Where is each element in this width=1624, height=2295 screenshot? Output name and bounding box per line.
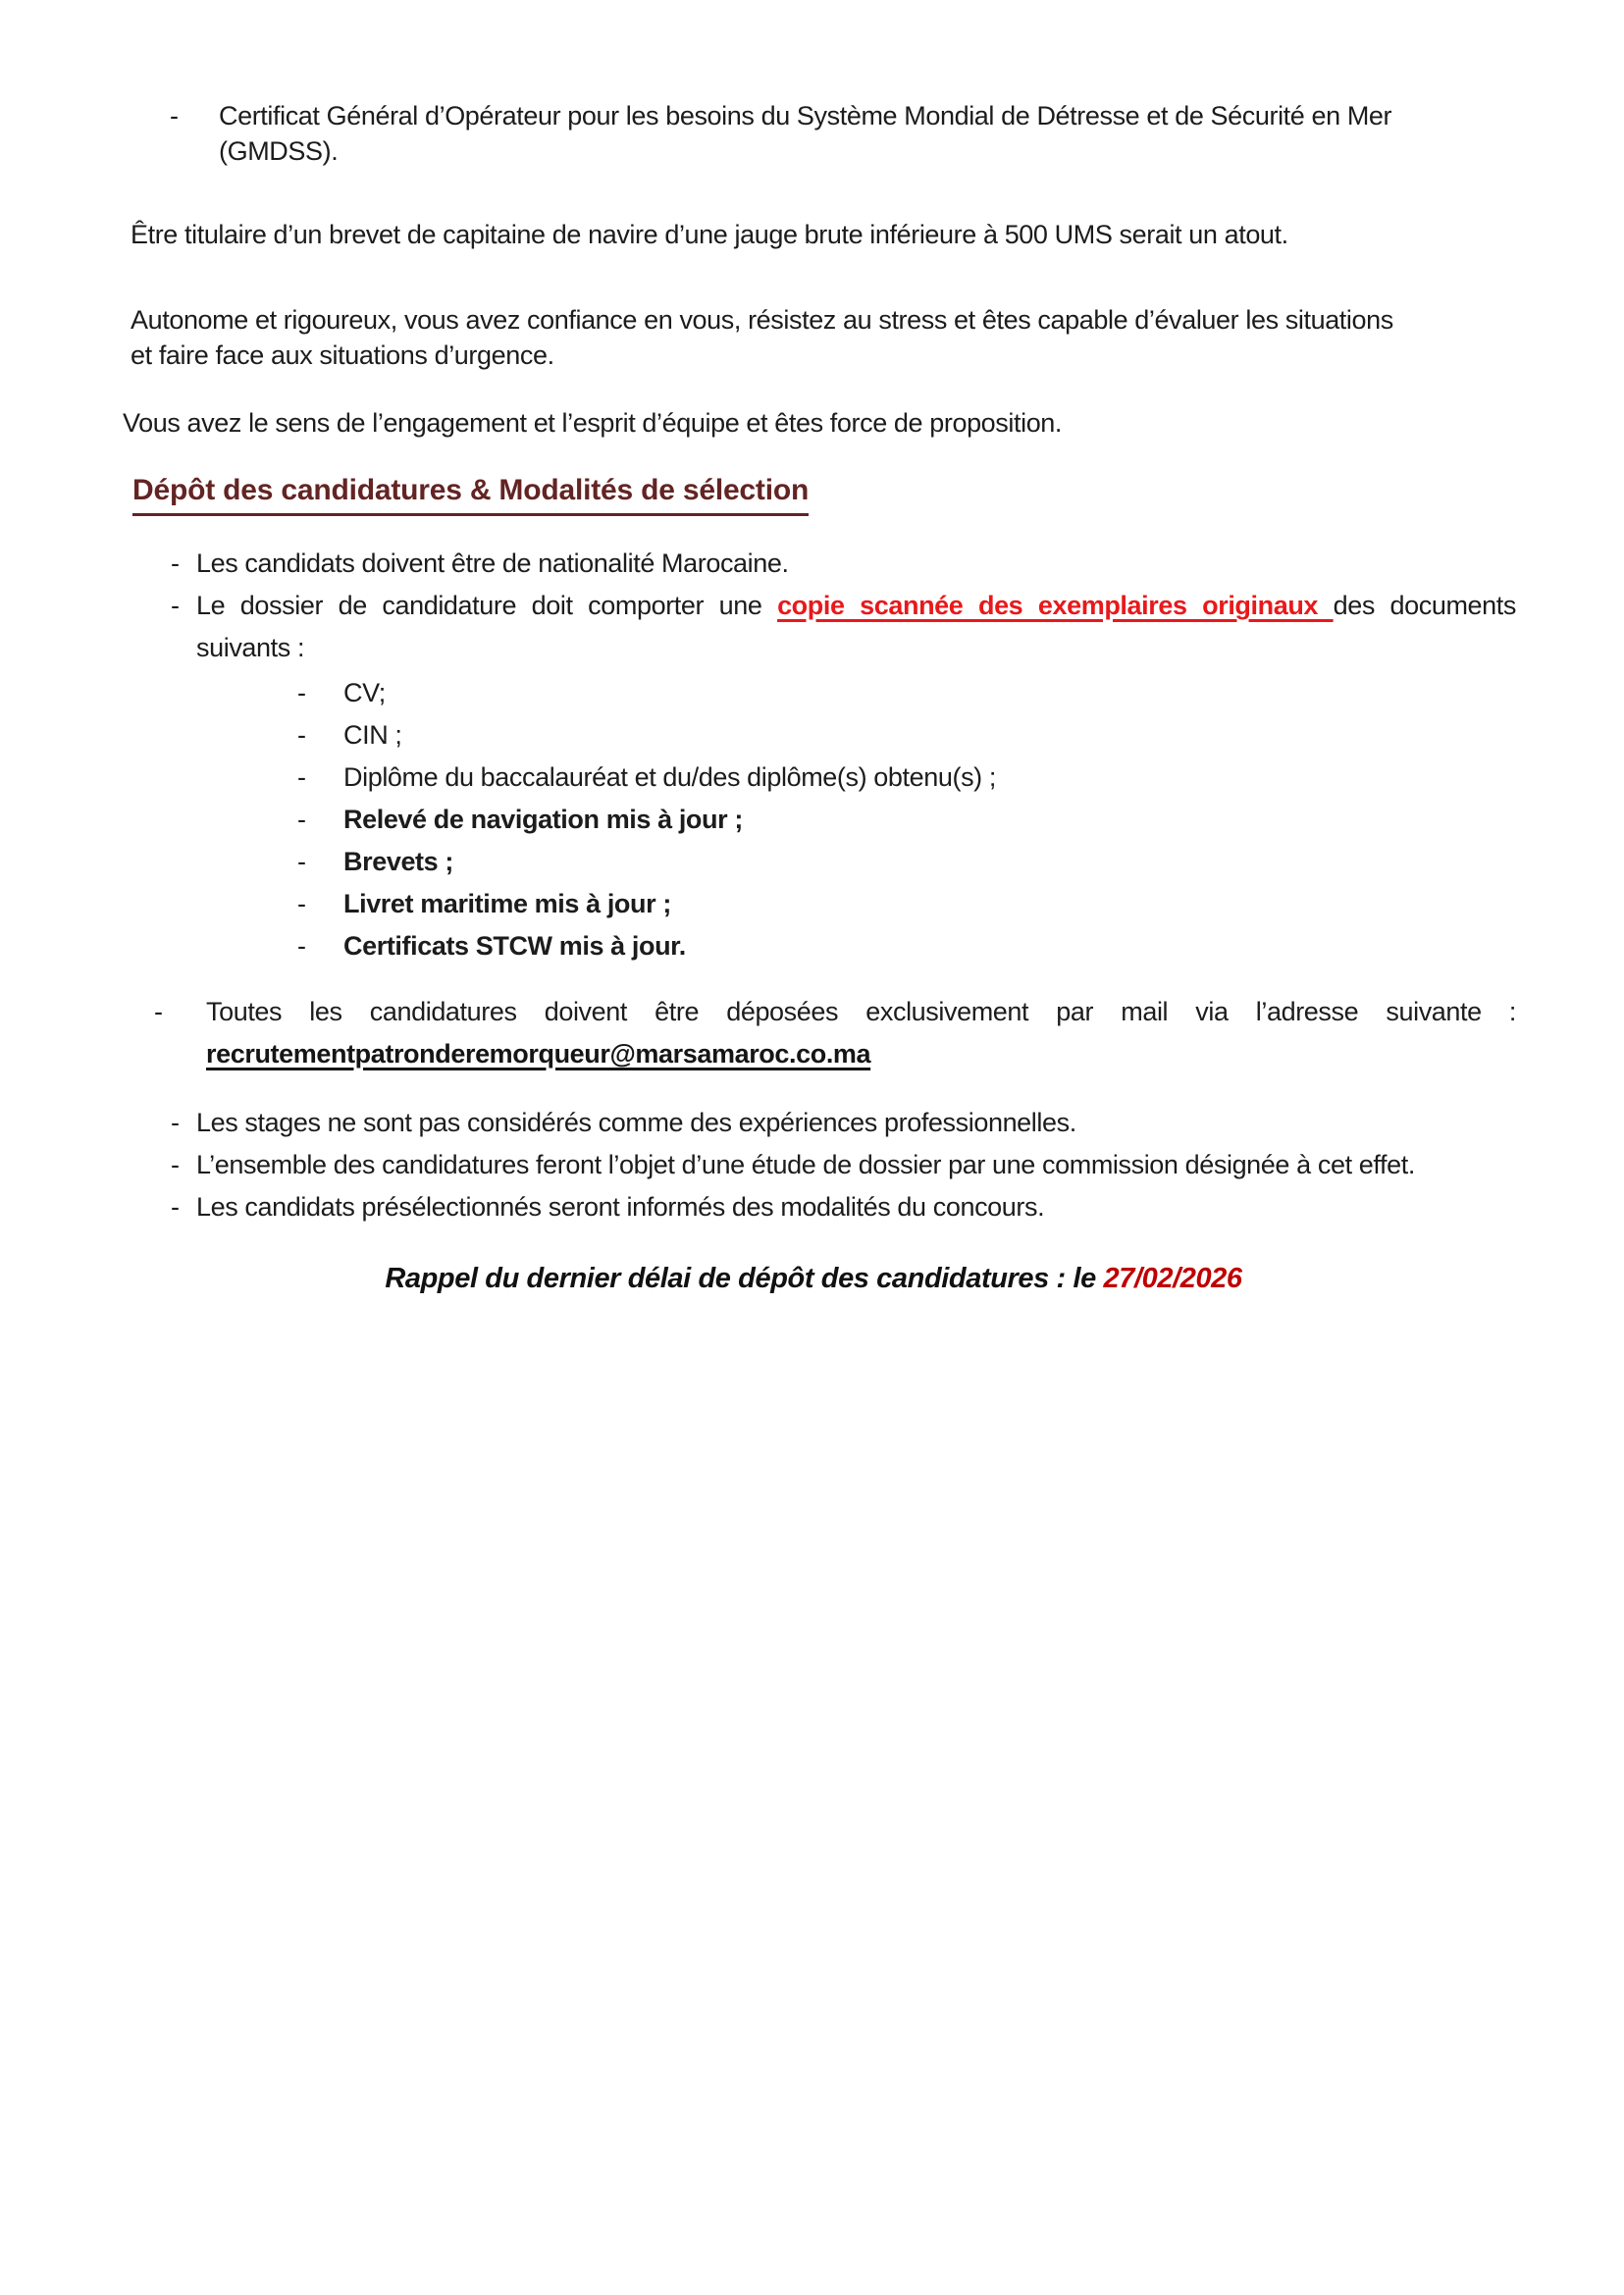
bullet-stages bbox=[171, 1102, 1516, 1144]
deadline-date: 27/02/2026 bbox=[1103, 1263, 1242, 1294]
list-dash: - bbox=[170, 101, 179, 130]
bullet-preselection bbox=[171, 1186, 1516, 1228]
sublist-item-certificats-stcw bbox=[297, 925, 1516, 967]
sublist-item-cv bbox=[297, 672, 1516, 714]
section-heading-depot-candidatures bbox=[132, 469, 1516, 516]
autonome-line1: Autonome et rigoureux, vous avez confiance en vous, résistez au stress et êtes capable d’évaluer les situations bbox=[131, 305, 1393, 335]
bullet-depot-line1: Toutes les candidatures doivent être déposées exclusivement par mail via l’adresse suivante : bbox=[206, 997, 1516, 1026]
para-brevet-atout: Être titulaire d’un brevet de capitaine de navire d’une jauge brute inférieure à 500 UMS serait un atout. bbox=[131, 220, 1288, 249]
list-dash: - bbox=[171, 1150, 180, 1179]
sublist-item-text: CIN ; bbox=[343, 720, 402, 750]
sublist-item-releve-navigation bbox=[297, 799, 1516, 841]
list-dash: - bbox=[297, 678, 306, 707]
list-dash: - bbox=[297, 847, 306, 876]
autonome-line2: et faire face aux situations d’urgence. bbox=[131, 340, 554, 370]
list-dash: - bbox=[297, 931, 306, 961]
sublist-item-diplome bbox=[297, 756, 1516, 799]
list-dash: - bbox=[297, 889, 306, 918]
bullet-preselection-text: Les candidats présélectionnés seront informés des modalités du concours. bbox=[196, 1192, 1045, 1222]
email-address[interactable]: recrutementpatronderemorqueur@marsamaroc.co.ma bbox=[206, 1039, 871, 1069]
bullet-stages-text: Les stages ne sont pas considérés comme des expériences professionnelles. bbox=[196, 1108, 1076, 1137]
dossier-red-emphasis: copie scannée des exemplaires originaux bbox=[777, 591, 1334, 620]
sublist-item-livret-maritime bbox=[297, 883, 1516, 925]
bullet-nationalite-text: Les candidats doivent être de nationalité Marocaine. bbox=[196, 548, 789, 578]
list-dash: - bbox=[171, 1192, 180, 1222]
list-dash: - bbox=[171, 1108, 180, 1137]
dossier-text-before: Le dossier de candidature doit comporter une bbox=[196, 591, 778, 620]
list-dash: - bbox=[171, 548, 180, 578]
certificat-line1: Certificat Général d’Opérateur pour les besoins du Système Mondial de Détresse et de Sécurité en Mer bbox=[219, 101, 1392, 130]
bullet-commission bbox=[171, 1144, 1516, 1186]
bullet-certificat-text bbox=[219, 101, 1391, 166]
sublist-item-text: Brevets ; bbox=[343, 847, 453, 876]
deadline-reminder bbox=[111, 1258, 1516, 1300]
bullet-dossier bbox=[171, 585, 1516, 669]
sublist-item-text: CV; bbox=[343, 678, 386, 707]
list-dash: - bbox=[171, 591, 180, 620]
para-engagement: Vous avez le sens de l’engagement et l’esprit d’équipe et êtes force de proposition. bbox=[123, 408, 1063, 438]
bullet-dossier-line1 bbox=[196, 585, 1516, 627]
para-autonome bbox=[131, 302, 1516, 373]
documents-sublist bbox=[131, 672, 1516, 967]
list-dash: - bbox=[297, 805, 306, 834]
bullet-dossier-line2: suivants : bbox=[196, 633, 305, 662]
list-dash: - bbox=[297, 720, 306, 750]
sublist-item-text: Relevé de navigation mis à jour ; bbox=[343, 805, 743, 834]
certificat-line2: (GMDSS). bbox=[219, 136, 339, 166]
section-heading-text: Dépôt des candidatures & Modalités de sélection bbox=[132, 469, 809, 516]
list-dash: - bbox=[297, 762, 306, 792]
bullet-certificat-gmdss bbox=[170, 98, 1516, 169]
sublist-item-text: Livret maritime mis à jour ; bbox=[343, 889, 671, 918]
list-dash: - bbox=[154, 997, 163, 1026]
dossier-text-after: des documents bbox=[1333, 591, 1516, 620]
sublist-item-text: Certificats STCW mis à jour. bbox=[343, 931, 686, 961]
bullet-commission-text: L’ensemble des candidatures feront l’objet d’une étude de dossier par une commission désignée à cet effet. bbox=[196, 1150, 1415, 1179]
bullet-depot-par-mail bbox=[154, 991, 1516, 1075]
bullet-nationalite bbox=[171, 543, 1516, 585]
sublist-item-brevets bbox=[297, 841, 1516, 883]
sublist-item-cin bbox=[297, 714, 1516, 756]
deadline-reminder-text: Rappel du dernier délai de dépôt des candidatures : le bbox=[385, 1263, 1104, 1294]
sublist-item-text: Diplôme du baccalauréat et du/des diplôme(s) obtenu(s) ; bbox=[343, 762, 996, 792]
